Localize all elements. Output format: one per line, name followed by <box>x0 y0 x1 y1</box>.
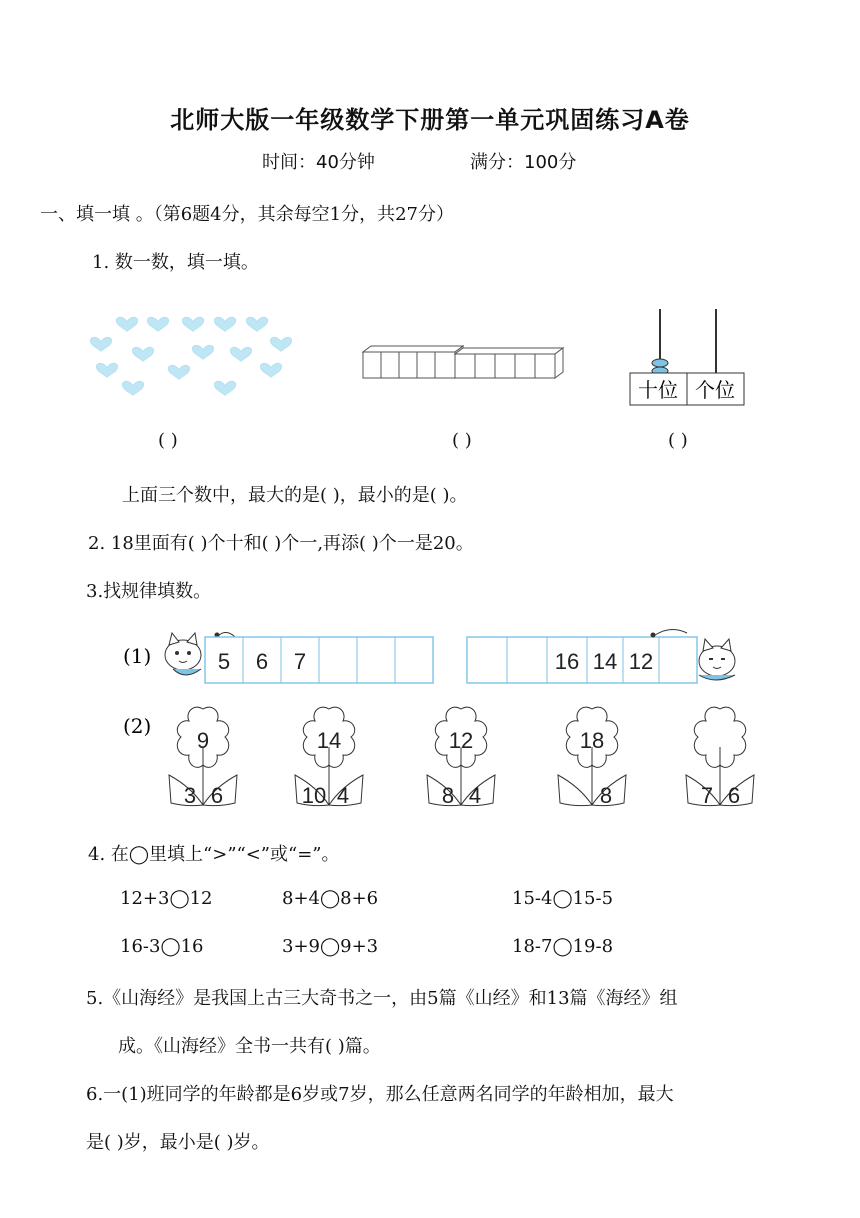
sequence-label: (1) <box>123 644 152 668</box>
compare-item[interactable]: 8+4◯8+6 <box>282 888 379 909</box>
compare-item[interactable]: 3+9◯9+3 <box>282 936 379 957</box>
compare-item[interactable]: 15-4◯15-5 <box>512 888 614 909</box>
cat-right-icon <box>699 639 735 680</box>
ones-label: 个位 <box>695 378 735 402</box>
cat-left-icon <box>165 633 201 675</box>
flower-top-number: 18 <box>579 728 605 753</box>
cubes-image <box>355 340 570 385</box>
flower-top-number: 9 <box>196 728 210 753</box>
compare-item[interactable]: 16-3◯16 <box>120 936 204 957</box>
question-1-compare: 上面三个数中，最大的是( )，最小的是( )。 <box>122 485 468 506</box>
flowers-label: (2) <box>123 714 152 738</box>
flower-left-number: 8 <box>441 783 455 808</box>
question-1-title: 1. 数一数，填一填。 <box>92 252 259 273</box>
question-5-line-2: 成。《山海经》全书一共有( )篇。 <box>118 1036 381 1057</box>
flower-top-number: 12 <box>448 728 474 753</box>
section-title: 一、填一填 。（第6题4分，其余每空1分，共27分） <box>40 204 454 225</box>
heart-icons <box>90 317 291 395</box>
question-2: 2. 18里面有( )个十和( )个一,再添( )个一是20。 <box>88 533 474 554</box>
sequence-cell: 16 <box>554 649 580 674</box>
abacus-bead <box>652 359 668 367</box>
time-limit: 时间：40分钟 <box>262 152 375 173</box>
full-score: 满分：100分 <box>470 152 577 173</box>
compare-item[interactable]: 12+3◯12 <box>120 888 213 909</box>
question-6-line-1: 6.一(1)班同学的年龄都是6岁或7岁，那么任意两名同学的年龄相加，最大 <box>86 1084 674 1105</box>
sequence-strip <box>115 625 745 695</box>
hearts-image <box>85 305 305 405</box>
flower-1 <box>169 707 237 808</box>
flower-right-number: 6 <box>727 783 741 808</box>
tens-label: 十位 <box>638 378 678 402</box>
flower-left-number: 7 <box>700 783 714 808</box>
compare-item[interactable]: 18-7◯19-8 <box>512 936 614 957</box>
question-3-title: 3.找规律填数。 <box>86 581 212 602</box>
flower-2 <box>295 707 363 808</box>
flower-3 <box>427 707 495 808</box>
flower-5 <box>686 707 754 808</box>
flower-4 <box>558 707 626 808</box>
question-4-title: 4. 在◯里填上“>”“<”或“=”。 <box>88 844 340 865</box>
flower-top-number: 14 <box>316 728 342 753</box>
flower-right-number: 6 <box>210 783 224 808</box>
page-title: 北师大版一年级数学下册第一单元巩固练习A卷 <box>170 106 690 134</box>
sequence-cell: 12 <box>628 649 654 674</box>
question-6-line-2: 是( )岁，最小是( )岁。 <box>86 1132 270 1153</box>
question-5-line-1: 5.《山海经》是我国上古三大奇书之一，由5篇《山经》和13篇《海经》组 <box>86 988 678 1009</box>
flower-left-number: 3 <box>183 783 197 808</box>
flower-left-number: 10 <box>301 783 327 808</box>
cube-row-back <box>363 352 455 378</box>
sequence-cell: 6 <box>255 649 269 674</box>
abacus-image <box>628 305 748 407</box>
sequence-cell: 7 <box>293 649 307 674</box>
flower-right-number: 4 <box>336 783 350 808</box>
answer-blank-cubes[interactable]: ( ) <box>452 430 472 451</box>
flowers-strip <box>115 705 755 815</box>
flower-right-number: 8 <box>599 783 613 808</box>
answer-blank-abacus[interactable]: ( ) <box>668 430 688 451</box>
sequence-cell: 5 <box>217 649 231 674</box>
sequence-cell: 14 <box>592 649 618 674</box>
flower-right-number: 4 <box>468 783 482 808</box>
cube-row-front <box>455 354 555 378</box>
answer-blank-hearts[interactable]: ( ) <box>158 430 178 451</box>
